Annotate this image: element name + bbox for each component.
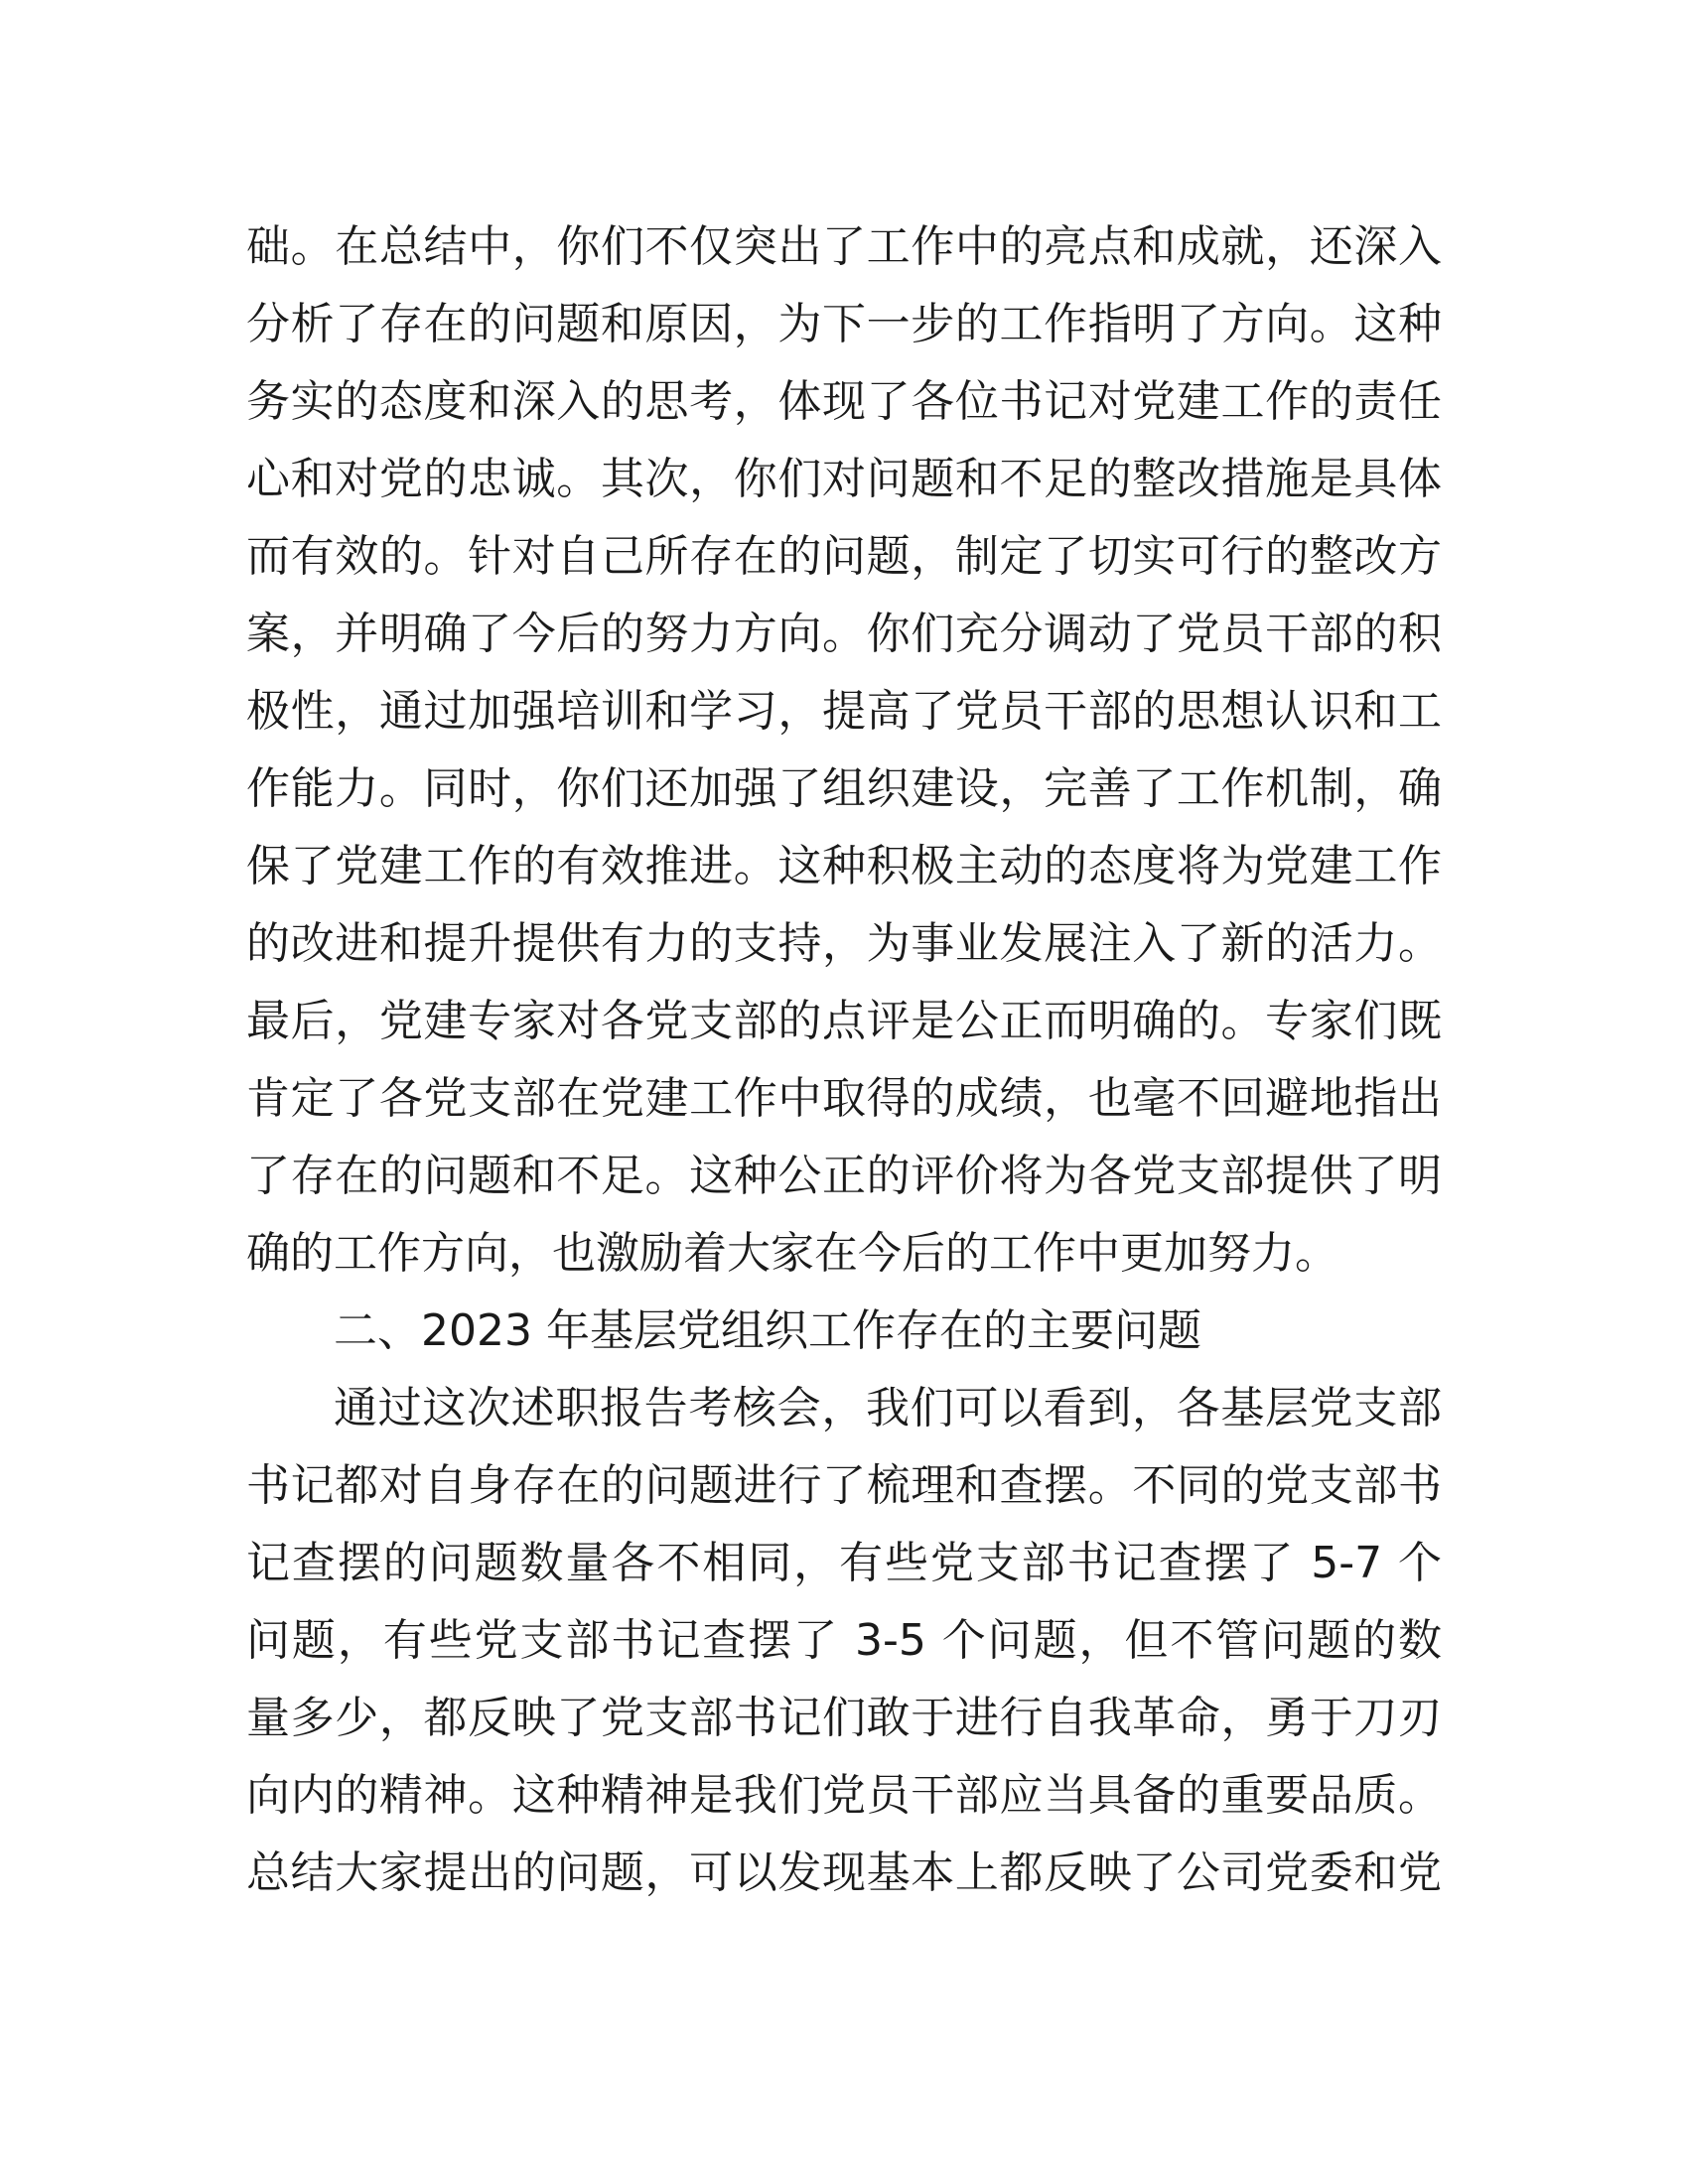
- text-line: 向内的精神。这种精神是我们党员干部应当具备的重要品质。: [246, 1770, 1442, 1821]
- text-line: 确的工作方向，也激励着大家在今后的工作中更加努力。: [246, 1228, 1338, 1279]
- text-line: 保了党建工作的有效推进。这种积极主动的态度将为党建工作: [246, 841, 1442, 891]
- text-line: 的改进和提升提供有力的支持，为事业发展注入了新的活力。: [246, 918, 1442, 969]
- text-line: 极性，通过加强培训和学习，提高了党员干部的思想认识和工: [246, 686, 1442, 737]
- text-line: 通过这次述职报告考核会，我们可以看到，各基层党支部: [334, 1383, 1442, 1433]
- text-line: 问题，有些党支部书记查摆了 3-5 个问题，但不管问题的数: [246, 1615, 1442, 1666]
- text-line: 而有效的。针对自己所存在的问题，制定了切实可行的整改方: [246, 531, 1442, 582]
- text-line: 最后，党建专家对各党支部的点评是公正而明确的。专家们既: [246, 996, 1442, 1046]
- section-heading: [246, 1293, 1442, 1370]
- text-line: 分析了存在的问题和原因，为下一步的工作指明了方向。这种: [246, 299, 1442, 349]
- paragraph-review-summary: [246, 208, 1442, 1293]
- text-line: 总结大家提出的问题，可以发现基本上都反映了公司党委和党: [246, 1847, 1442, 1898]
- text-line: 了存在的问题和不足。这种公正的评价将为各党支部提供了明: [246, 1151, 1442, 1201]
- text-line: 肯定了各党支部在党建工作中取得的成绩，也毫不回避地指出: [246, 1073, 1442, 1124]
- text-line: 心和对党的忠诚。其次，你们对问题和不足的整改措施是具体: [246, 454, 1442, 504]
- text-line: 础。在总结中，你们不仅突出了工作中的亮点和成就，还深入: [246, 221, 1442, 272]
- text-line: 务实的态度和深入的思考，体现了各位书记对党建工作的责任: [246, 376, 1442, 427]
- paragraph-issues: [246, 1370, 1442, 1912]
- text-line: 书记都对自身存在的问题进行了梳理和查摆。不同的党支部书: [246, 1460, 1442, 1511]
- text-line: 作能力。同时，你们还加强了组织建设，完善了工作机制，确: [246, 763, 1442, 814]
- text-line: 量多少，都反映了党支部书记们敢于进行自我革命，勇于刀刃: [246, 1693, 1442, 1743]
- text-line: 案，并明确了今后的努力方向。你们充分调动了党员干部的积: [246, 609, 1442, 659]
- section-heading-text: 二、2023 年基层党组织工作存在的主要问题: [334, 1305, 1201, 1356]
- text-line: 记查摆的问题数量各不相同，有些党支部书记查摆了 5-7 个: [246, 1538, 1442, 1588]
